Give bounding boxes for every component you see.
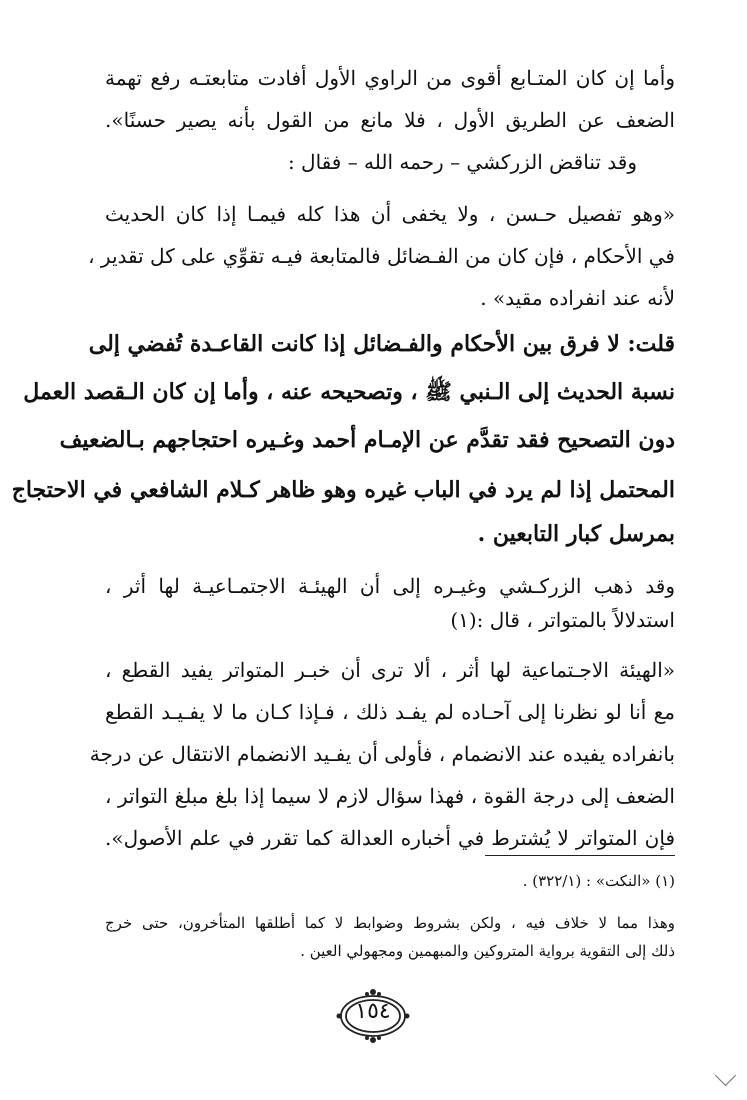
body-line: استدلالاً بالمتواتر ، قال :(١) (450, 608, 675, 632)
body-line: فإن المتواتر لا يُشترط في أخباره العدالة كما تقرر في علم الأصول». (105, 826, 675, 850)
body-line: الضعف عن الطريق الأول ، فلا مانع من القول بأنه يصير حسنًا». (105, 108, 675, 132)
body-line: في الأحكام ، فإن كان من الفـضائل فالمتابعة فيـه تقوِّي على كل تقدير ، (88, 244, 675, 268)
footnote: وهذا مما لا خلاف فيه ، ولكن بشروط وضوابط لا كما أطلقها المتأخرون، حتى خرج (105, 914, 675, 932)
body-line: مع أنا لو نظرنا إلى آحـاده لم يفـد ذلك ، فـإذا كـان ما لا يفـيـد القطع (105, 700, 675, 724)
page-number: ١٥٤ (355, 999, 391, 1024)
page-number-frame (325, 985, 421, 1043)
body-line: وأما إن كان المتـابع أقوى من الراوي الأول أفادت متابعتـه رفع تهمة (105, 66, 675, 90)
body-line: الضعف إلى درجة القوة ، فهذا سؤال لازم لا سيما إذا بلغ مبلغ التواتر ، (105, 784, 675, 808)
bold-line: قلت: لا فرق بين الأحكام والفـضائل إذا كانت القاعـدة تُفضي إلى (88, 331, 675, 357)
body-line: «وهو تفصيل حـسن ، ولا يخفى أن هذا كله فيمـا إذا كان الحديث (105, 202, 675, 226)
bold-line: نسبة الحديث إلى الـنبي ﷺ ، وتصحيحه عنه ، وأما إن كان الـقصد العمل (23, 379, 675, 405)
bold-line: المحتمل إذا لم يرد في الباب غيره وهو ظاهر كـلام الشافعي في الاحتجاج (11, 477, 675, 503)
body-line: «الهيئة الاجـتماعية لها أثر ، ألا ترى أن خبـر المتواتر يفيد القطع ، (105, 658, 675, 682)
body-line: لأنه عند انفراده مقيد» . (480, 286, 675, 310)
body-line: وقد ذهب الزركـشي وغيـره إلى أن الهيئـة الاجتمـاعيـة لها أثر ، (105, 574, 675, 598)
body-line: وقد تناقض الزركشي – رحمه الله – فقال : (287, 150, 637, 174)
bold-line: بمرسل كبار التابعين . (477, 521, 675, 547)
footnote: (١) «النكت» : (٣٢٢/١) . (522, 872, 675, 890)
bold-line: دون التصحيح فقد تقدَّم عن الإمـام أحمد وغـيره احتجاجهم بـالضعيف (59, 427, 675, 453)
footnote: ذلك إلى التقوية برواية المتروكين والمبهمين ومجهولي العين . (300, 942, 675, 960)
corner-mark-icon (715, 1065, 736, 1086)
footnote-separator (485, 855, 675, 856)
body-line: بانفراده يفيده عند الانضمام ، فأولى أن يفـيد الانضمام الانتقال عن درجة (89, 742, 675, 766)
